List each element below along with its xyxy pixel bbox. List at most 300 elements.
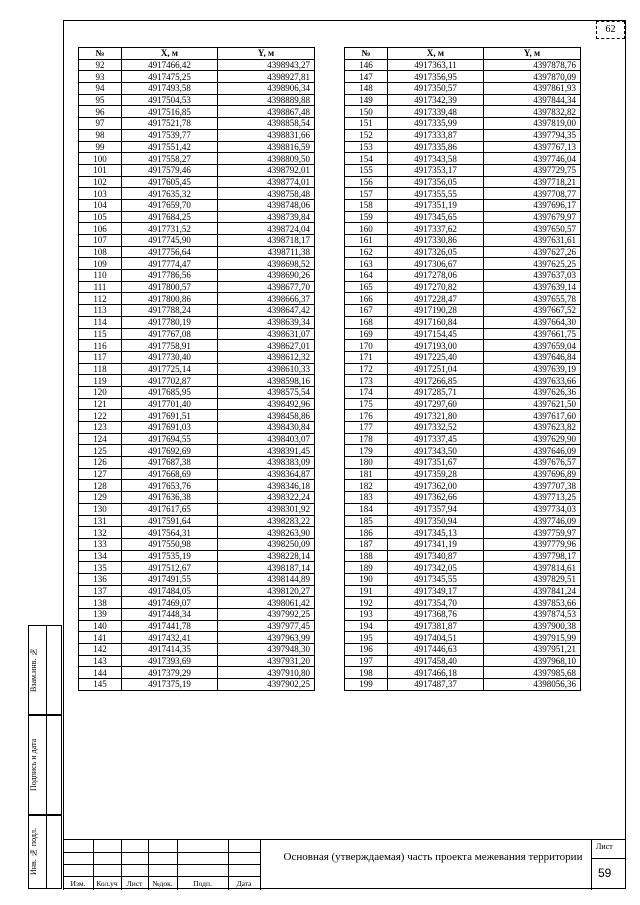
point-number: 150: [345, 106, 388, 118]
table-row: [345, 375, 581, 387]
point-number: 126: [79, 457, 122, 469]
y-coordinate: 4397621,50: [484, 398, 581, 410]
y-coordinate: 4398430,84: [218, 422, 315, 434]
table-row: [345, 176, 581, 188]
x-coordinate: 4917306,67: [388, 258, 484, 270]
table-row: [345, 655, 581, 667]
title-block: [63, 839, 626, 889]
x-coordinate: 4917550,98: [122, 538, 218, 550]
x-coordinate: 4917579,46: [122, 164, 218, 176]
table-row: [79, 270, 315, 282]
x-coordinate: 4917190,28: [388, 305, 484, 317]
caption-signature: Подп.: [193, 879, 212, 888]
x-coordinate: 4917636,38: [122, 492, 218, 504]
y-coordinate: 4397902,25: [218, 679, 315, 691]
y-coordinate: 4397870,09: [484, 71, 581, 83]
point-number: 117: [79, 351, 122, 363]
y-coordinate: 4397963,99: [218, 632, 315, 644]
y-coordinate: 4397948,30: [218, 644, 315, 656]
y-coordinate: 4398647,42: [218, 305, 315, 317]
x-coordinate: 4917355,55: [388, 188, 484, 200]
y-coordinate: 4397617,60: [484, 410, 581, 422]
table-row: [79, 118, 315, 130]
table-row: [79, 679, 315, 691]
table-row: [79, 410, 315, 422]
x-coordinate: 4917685,95: [122, 386, 218, 398]
x-coordinate: 4917774,47: [122, 258, 218, 270]
point-number: 138: [79, 597, 122, 609]
point-number: 136: [79, 573, 122, 585]
x-coordinate: 4917343,50: [388, 445, 484, 457]
x-coordinate: 4917756,64: [122, 246, 218, 258]
point-number: 175: [345, 398, 388, 410]
point-number: 164: [345, 270, 388, 282]
x-coordinate: 4917539,77: [122, 129, 218, 141]
table-row: [345, 644, 581, 656]
x-coordinate: 4917368,76: [388, 609, 484, 621]
table-row: [345, 492, 581, 504]
x-coordinate: 4917340,87: [388, 550, 484, 562]
table-row: [79, 527, 315, 539]
y-coordinate: 4397794,35: [484, 129, 581, 141]
coordinates-table-right: [344, 47, 581, 691]
y-coordinate: 4397915,99: [484, 632, 581, 644]
x-coordinate: 4917617,65: [122, 503, 218, 515]
point-number: 103: [79, 188, 122, 200]
x-coordinate: 4917350,57: [388, 83, 484, 95]
point-number: 187: [345, 538, 388, 550]
x-coordinate: 4917788,24: [122, 305, 218, 317]
y-coordinate: 4398816,59: [218, 141, 315, 153]
x-coordinate: 4917251,04: [388, 363, 484, 375]
y-coordinate: 4397661,75: [484, 328, 581, 340]
table-row: [79, 573, 315, 585]
table-row: [345, 538, 581, 550]
point-number: 183: [345, 492, 388, 504]
x-coordinate: 4917381,87: [388, 620, 484, 632]
x-coordinate: 4917786,56: [122, 270, 218, 282]
y-coordinate: 4398774,01: [218, 176, 315, 188]
y-coordinate: 4397798,17: [484, 550, 581, 562]
sheet-divider: [591, 840, 592, 890]
table-row: [79, 153, 315, 165]
x-coordinate: 4917362,66: [388, 492, 484, 504]
table-row: [345, 433, 581, 445]
table-row: [345, 609, 581, 621]
point-number: 196: [345, 644, 388, 656]
point-number: 115: [79, 328, 122, 340]
point-number: 184: [345, 503, 388, 515]
x-coordinate: 4917558,27: [122, 153, 218, 165]
y-coordinate: 4397968,10: [484, 655, 581, 667]
point-number: 153: [345, 141, 388, 153]
y-coordinate: 4398858,54: [218, 118, 315, 130]
point-number: 185: [345, 515, 388, 527]
point-number: 163: [345, 258, 388, 270]
side-label-inventory: Инв. № подл.: [29, 828, 38, 876]
caption-sheet: Лист: [126, 879, 143, 888]
table-row: [345, 83, 581, 95]
point-number: 149: [345, 94, 388, 106]
point-number: 106: [79, 223, 122, 235]
x-coordinate: 4917375,19: [122, 679, 218, 691]
table-row: [345, 293, 581, 305]
y-coordinate: 4397713,25: [484, 492, 581, 504]
point-number: 193: [345, 609, 388, 621]
point-number: 168: [345, 316, 388, 328]
point-number: 199: [345, 679, 388, 691]
side-box-replacement: [28, 625, 62, 715]
point-number: 180: [345, 457, 388, 469]
y-coordinate: 4398301,92: [218, 503, 315, 515]
table-row: [345, 386, 581, 398]
x-coordinate: 4917692,69: [122, 445, 218, 457]
point-number: 125: [79, 445, 122, 457]
point-number: 131: [79, 515, 122, 527]
point-number: 94: [79, 83, 122, 95]
x-coordinate: 4917701,40: [122, 398, 218, 410]
y-coordinate: 4397734,03: [484, 503, 581, 515]
y-coordinate: 4397841,24: [484, 585, 581, 597]
table-row: [345, 515, 581, 527]
y-coordinate: 4398698,52: [218, 258, 315, 270]
x-coordinate: 4917730,40: [122, 351, 218, 363]
table-row: [345, 106, 581, 118]
point-number: 160: [345, 223, 388, 235]
x-coordinate: 4917487,37: [388, 679, 484, 691]
x-coordinate: 4917270,82: [388, 281, 484, 293]
y-coordinate: 4398144,89: [218, 573, 315, 585]
table-row: [345, 550, 581, 562]
y-coordinate: 4398575,54: [218, 386, 315, 398]
y-coordinate: 4397900,38: [484, 620, 581, 632]
y-coordinate: 4397629,90: [484, 433, 581, 445]
table-row: [79, 585, 315, 597]
table-row: [345, 270, 581, 282]
point-number: 99: [79, 141, 122, 153]
table-row: [79, 655, 315, 667]
y-coordinate: 4398724,04: [218, 223, 315, 235]
y-coordinate: 4398690,26: [218, 270, 315, 282]
y-coordinate: 4397707,38: [484, 480, 581, 492]
point-number: 174: [345, 386, 388, 398]
y-coordinate: 4398758,48: [218, 188, 315, 200]
x-coordinate: 4917758,91: [122, 340, 218, 352]
point-number: 95: [79, 94, 122, 106]
side-box-inventory: [28, 815, 62, 889]
x-coordinate: 4917160,84: [388, 316, 484, 328]
point-number: 165: [345, 281, 388, 293]
x-coordinate: 4917653,76: [122, 480, 218, 492]
y-coordinate: 4398056,36: [484, 679, 581, 691]
x-coordinate: 4917225,40: [388, 351, 484, 363]
table-row: [79, 176, 315, 188]
y-coordinate: 4397708,77: [484, 188, 581, 200]
y-coordinate: 4398250,09: [218, 538, 315, 550]
table-row: [79, 667, 315, 679]
table-row: [79, 106, 315, 118]
table-row: [79, 141, 315, 153]
point-number: 110: [79, 270, 122, 282]
point-number: 191: [345, 585, 388, 597]
point-number: 190: [345, 573, 388, 585]
y-coordinate: 4397729,75: [484, 164, 581, 176]
x-coordinate: 4917330,86: [388, 235, 484, 247]
point-number: 105: [79, 211, 122, 223]
y-coordinate: 4398187,14: [218, 562, 315, 574]
point-number: 181: [345, 468, 388, 480]
point-number: 100: [79, 153, 122, 165]
table-row: [79, 492, 315, 504]
x-coordinate: 4917404,51: [388, 632, 484, 644]
table-row: [345, 468, 581, 480]
table-row: [79, 164, 315, 176]
sheet-label: Лист: [596, 842, 613, 851]
table-row: [79, 340, 315, 352]
y-coordinate: 4397696,89: [484, 468, 581, 480]
y-coordinate: 4398458,86: [218, 410, 315, 422]
table-row: [79, 538, 315, 550]
point-number: 133: [79, 538, 122, 550]
y-coordinate: 4398383,09: [218, 457, 315, 469]
point-number: 98: [79, 129, 122, 141]
table-row: [79, 363, 315, 375]
x-coordinate: 4917345,13: [388, 527, 484, 539]
x-coordinate: 4917154,45: [388, 328, 484, 340]
x-coordinate: 4917357,94: [388, 503, 484, 515]
y-coordinate: 4398612,32: [218, 351, 315, 363]
table-row: [345, 188, 581, 200]
y-coordinate: 4398627,01: [218, 340, 315, 352]
table-row: [79, 71, 315, 83]
x-coordinate: 4917349,17: [388, 585, 484, 597]
y-coordinate: 4397718,21: [484, 176, 581, 188]
y-coordinate: 4398061,42: [218, 597, 315, 609]
y-coordinate: 4397814,61: [484, 562, 581, 574]
point-number: 170: [345, 340, 388, 352]
page-number: 62: [596, 21, 625, 39]
y-coordinate: 4397878,76: [484, 59, 581, 71]
y-coordinate: 4397861,93: [484, 83, 581, 95]
table-row: [79, 480, 315, 492]
point-number: 186: [345, 527, 388, 539]
x-coordinate: 4917564,31: [122, 527, 218, 539]
point-number: 120: [79, 386, 122, 398]
y-coordinate: 4398610,33: [218, 363, 315, 375]
x-coordinate: 4917285,71: [388, 386, 484, 398]
table-row: [79, 246, 315, 258]
x-coordinate: 4917337,45: [388, 433, 484, 445]
x-coordinate: 4917379,29: [122, 667, 218, 679]
y-coordinate: 4397659,04: [484, 340, 581, 352]
point-number: 192: [345, 597, 388, 609]
side-box-signature: [28, 715, 62, 815]
table-row: [79, 562, 315, 574]
y-coordinate: 4397985,68: [484, 667, 581, 679]
table-row: [79, 235, 315, 247]
y-coordinate: 4397696,17: [484, 199, 581, 211]
x-coordinate: 4917354,70: [388, 597, 484, 609]
point-number: 135: [79, 562, 122, 574]
y-coordinate: 4397853,66: [484, 597, 581, 609]
point-number: 139: [79, 609, 122, 621]
point-number: 162: [345, 246, 388, 258]
y-coordinate: 4398263,90: [218, 527, 315, 539]
x-coordinate: 4917521,78: [122, 118, 218, 130]
x-coordinate: 4917687,38: [122, 457, 218, 469]
point-number: 179: [345, 445, 388, 457]
table-row: [345, 340, 581, 352]
y-coordinate: 4398718,17: [218, 235, 315, 247]
y-coordinate: 4397676,57: [484, 457, 581, 469]
x-coordinate: 4917321,80: [388, 410, 484, 422]
table-row: [79, 620, 315, 632]
table-row: [79, 94, 315, 106]
x-coordinate: 4917342,39: [388, 94, 484, 106]
y-coordinate: 4398492,96: [218, 398, 315, 410]
table-row: [345, 363, 581, 375]
x-coordinate: 4917359,28: [388, 468, 484, 480]
x-coordinate: 4917466,18: [388, 667, 484, 679]
y-coordinate: 4398346,18: [218, 480, 315, 492]
table-row: [79, 503, 315, 515]
x-coordinate: 4917351,19: [388, 199, 484, 211]
point-number: 167: [345, 305, 388, 317]
y-coordinate: 4397767,13: [484, 141, 581, 153]
x-coordinate: 4917432,41: [122, 632, 218, 644]
point-number: 112: [79, 293, 122, 305]
y-coordinate: 4398831,66: [218, 129, 315, 141]
y-coordinate: 4397992,25: [218, 609, 315, 621]
x-coordinate: 4917363,11: [388, 59, 484, 71]
point-number: 144: [79, 667, 122, 679]
point-number: 189: [345, 562, 388, 574]
y-coordinate: 4398364,87: [218, 468, 315, 480]
table-row: [345, 328, 581, 340]
side-label-replacement: Взам.инв. №: [29, 647, 38, 693]
table-row: [79, 293, 315, 305]
point-number: 147: [345, 71, 388, 83]
y-coordinate: 4397623,82: [484, 422, 581, 434]
header-x: X, м: [388, 48, 484, 60]
y-coordinate: 4398322,24: [218, 492, 315, 504]
x-coordinate: 4917475,25: [122, 71, 218, 83]
x-coordinate: 4917491,55: [122, 573, 218, 585]
document-title: Основная (утверждаемая) часть проекта межевания территории: [283, 851, 583, 863]
x-coordinate: 4917339,48: [388, 106, 484, 118]
x-coordinate: 4917351,67: [388, 457, 484, 469]
x-coordinate: 4917684,25: [122, 211, 218, 223]
x-coordinate: 4917800,86: [122, 293, 218, 305]
x-coordinate: 4917441,78: [122, 620, 218, 632]
table-row: [345, 94, 581, 106]
point-number: 195: [345, 632, 388, 644]
point-number: 127: [79, 468, 122, 480]
point-number: 178: [345, 433, 388, 445]
x-coordinate: 4917393,69: [122, 655, 218, 667]
table-row: [345, 223, 581, 235]
x-coordinate: 4917466,42: [122, 59, 218, 71]
x-coordinate: 4917694,55: [122, 433, 218, 445]
y-coordinate: 4397639,14: [484, 281, 581, 293]
table-row: [79, 515, 315, 527]
caption-doc: №док.: [152, 879, 173, 888]
point-number: 169: [345, 328, 388, 340]
x-coordinate: 4917493,58: [122, 83, 218, 95]
y-coordinate: 4397650,57: [484, 223, 581, 235]
point-number: 182: [345, 480, 388, 492]
table-row: [79, 422, 315, 434]
table-row: [79, 550, 315, 562]
table-row: [345, 164, 581, 176]
table-row: [345, 585, 581, 597]
y-coordinate: 4397667,52: [484, 305, 581, 317]
point-number: 114: [79, 316, 122, 328]
title-block-grid: [63, 840, 260, 890]
x-coordinate: 4917535,19: [122, 550, 218, 562]
y-coordinate: 4397910,80: [218, 667, 315, 679]
table-row: [345, 422, 581, 434]
y-coordinate: 4397874,53: [484, 609, 581, 621]
y-coordinate: 4397931,20: [218, 655, 315, 667]
table-row: [345, 141, 581, 153]
point-number: 123: [79, 422, 122, 434]
point-number: 104: [79, 199, 122, 211]
y-coordinate: 4397646,09: [484, 445, 581, 457]
point-number: 176: [345, 410, 388, 422]
point-number: 157: [345, 188, 388, 200]
table-row: [345, 632, 581, 644]
table-row: [345, 573, 581, 585]
table-row: [345, 562, 581, 574]
y-coordinate: 4398906,34: [218, 83, 315, 95]
x-coordinate: 4917350,94: [388, 515, 484, 527]
x-coordinate: 4917605,45: [122, 176, 218, 188]
caption-change: Изм.: [70, 879, 86, 888]
x-coordinate: 4917278,06: [388, 270, 484, 282]
y-coordinate: 4397779,96: [484, 538, 581, 550]
table-row: [345, 667, 581, 679]
table-row: [345, 679, 581, 691]
table-row: [79, 211, 315, 223]
table-row: [345, 398, 581, 410]
table-row: [79, 328, 315, 340]
y-coordinate: 4397655,78: [484, 293, 581, 305]
table-row: [345, 620, 581, 632]
x-coordinate: 4917448,34: [122, 609, 218, 621]
x-coordinate: 4917353,17: [388, 164, 484, 176]
point-number: 101: [79, 164, 122, 176]
x-coordinate: 4917335,99: [388, 118, 484, 130]
y-coordinate: 4398809,50: [218, 153, 315, 165]
point-number: 158: [345, 199, 388, 211]
table-row: [79, 83, 315, 95]
table-row: [79, 351, 315, 363]
x-coordinate: 4917228,47: [388, 293, 484, 305]
x-coordinate: 4917635,32: [122, 188, 218, 200]
point-number: 145: [79, 679, 122, 691]
y-coordinate: 4398598,16: [218, 375, 315, 387]
point-number: 119: [79, 375, 122, 387]
x-coordinate: 4917356,05: [388, 176, 484, 188]
point-number: 128: [79, 480, 122, 492]
table-row: [345, 410, 581, 422]
table-row: [345, 71, 581, 83]
point-number: 166: [345, 293, 388, 305]
x-coordinate: 4917659,70: [122, 199, 218, 211]
table-row: [345, 281, 581, 293]
x-coordinate: 4917800,57: [122, 281, 218, 293]
